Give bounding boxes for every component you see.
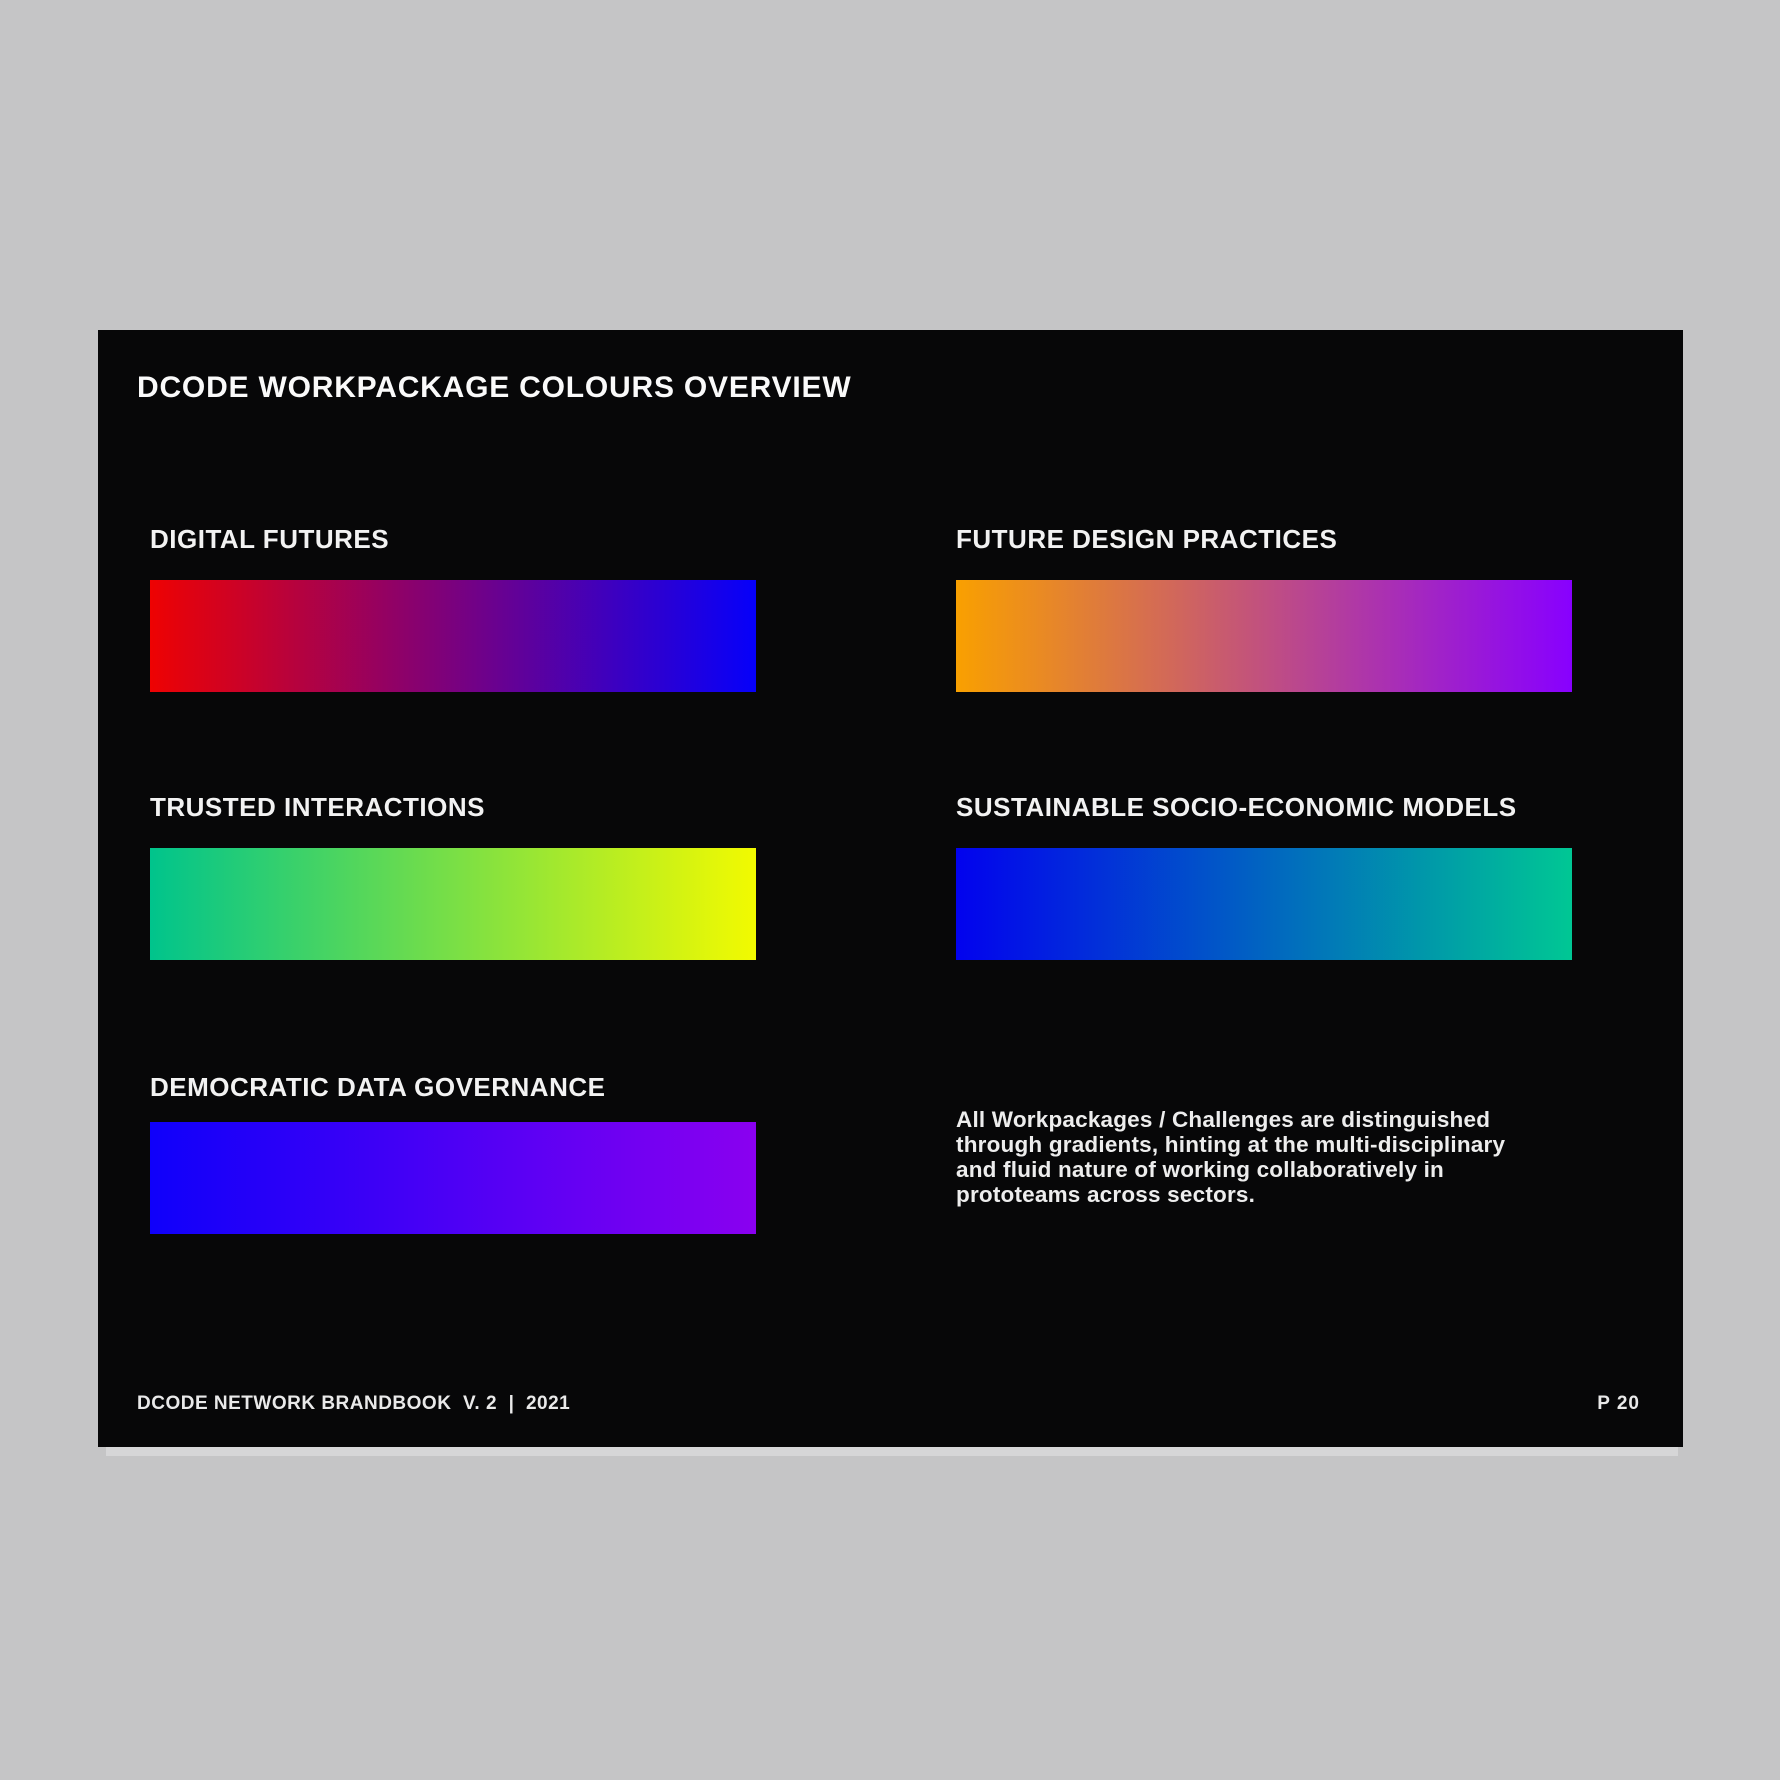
brandbook-page [98, 330, 1683, 1447]
footer-document-title: DCODE NETWORK BRANDBOOK V. 2 | 2021 [137, 1393, 571, 1414]
description-line: through gradients, hinting at the multi-disciplinary [956, 1132, 1506, 1157]
workpackage-label-digital-futures: DIGITAL FUTURES [150, 524, 390, 554]
workpackage-label-trusted-interactions: TRUSTED INTERACTIONS [150, 792, 485, 822]
workpackage-label-democratic-data-governance: DEMOCRATIC DATA GOVERNANCE [150, 1072, 606, 1102]
description-line: prototeams across sectors. [956, 1182, 1256, 1207]
footer-page-number: P 20 [1597, 1393, 1640, 1414]
description-line: All Workpackages / Challenges are distinguished [956, 1107, 1491, 1132]
gradient-swatch-digital-futures [150, 580, 756, 692]
workpackage-label-future-design-practices: FUTURE DESIGN PRACTICES [956, 524, 1338, 554]
page-bottom-edge [106, 1447, 1678, 1456]
gradient-swatch-sustainable-socio-economic-models [956, 848, 1572, 960]
workpackage-label-sustainable-socio-economic-models: SUSTAINABLE SOCIO-ECONOMIC MODELS [956, 792, 1517, 822]
gradient-description-paragraph [956, 1107, 1506, 1207]
gradient-swatch-future-design-practices [956, 580, 1572, 692]
gradient-swatch-trusted-interactions [150, 848, 756, 960]
gradient-swatch-democratic-data-governance [150, 1122, 756, 1234]
page-title: DCODE WORKPACKAGE COLOURS OVERVIEW [137, 371, 852, 404]
description-line: and fluid nature of working collaboratively in [956, 1157, 1445, 1182]
